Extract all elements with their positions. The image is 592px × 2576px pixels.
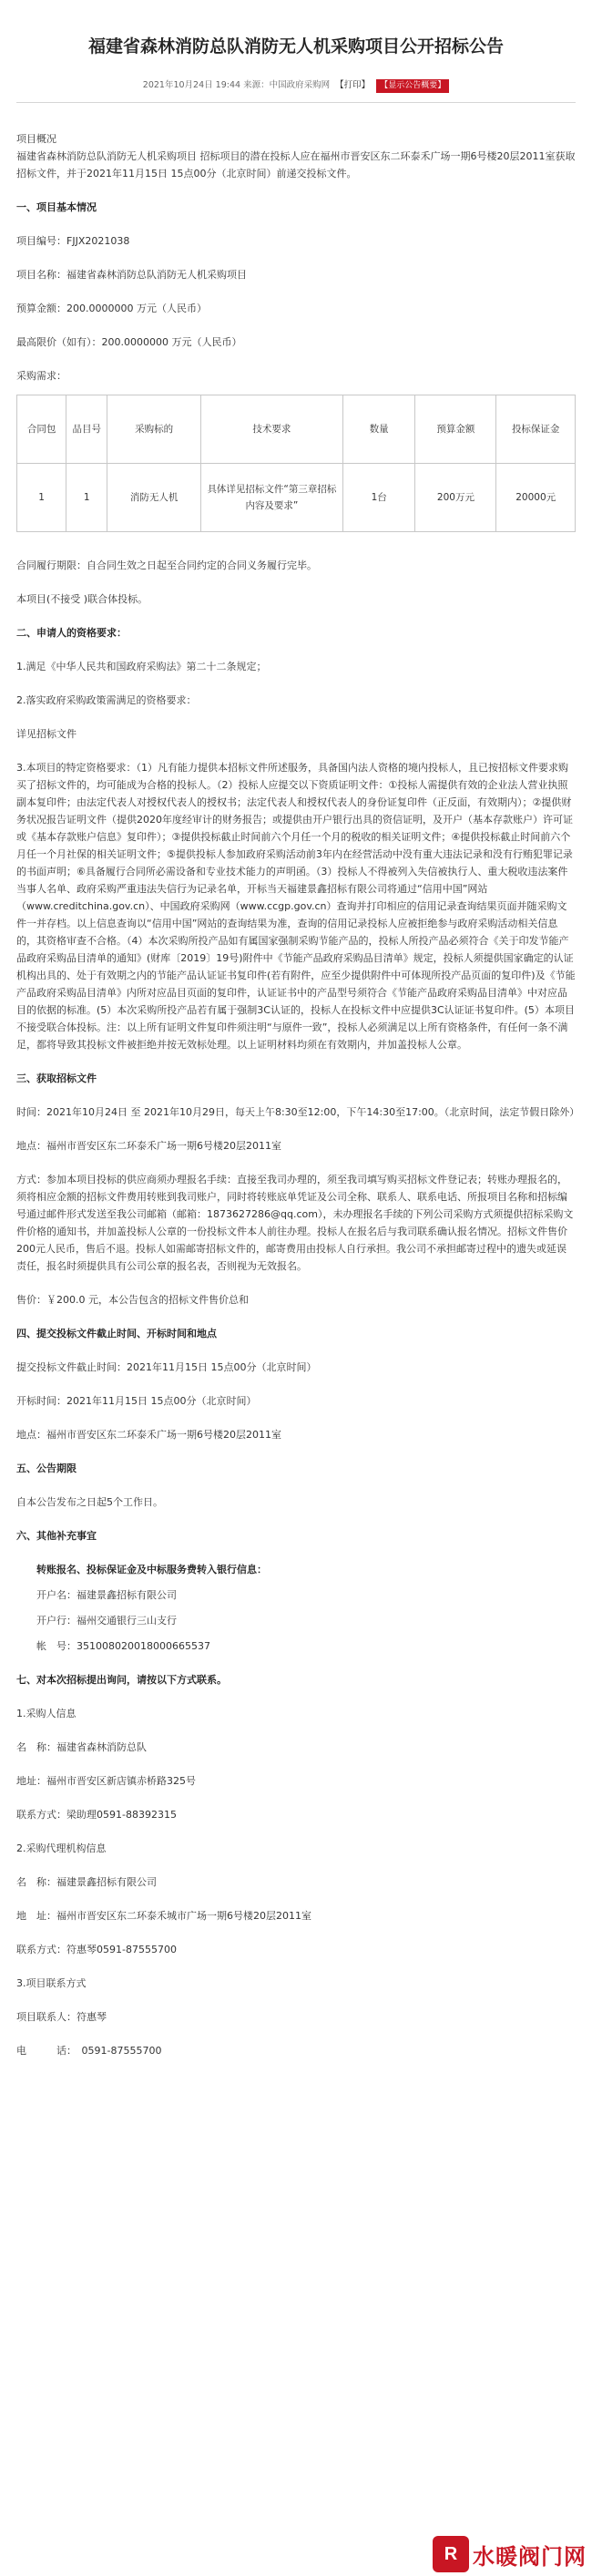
table-header-cell: 数量 bbox=[342, 395, 415, 464]
qualification-1: 1.满足《中华人民共和国政府采购法》第二十二条规定； bbox=[16, 661, 267, 672]
account-name: 开户名：福建景鑫招标有限公司 bbox=[36, 1589, 177, 1601]
table-cell: 20000元 bbox=[496, 464, 576, 532]
project-number: 项目编号：FJJX2021038 bbox=[16, 235, 130, 247]
overview-text: 福建省森林消防总队消防无人机采购项目 招标项目的潜在投标人应在福州市晋安区东二环泰禾广场一期6号楼20层2011室获取招标文件，并于2021年11月15日 15点00分（北京时间）前递交投标文件。 bbox=[16, 150, 576, 180]
max-price: 最高限价（如有）：200.0000000 万元（人民币） bbox=[16, 336, 242, 348]
section-6-heading: 六、其他补充事宜 bbox=[16, 1530, 97, 1542]
account-number: 帐 号：351008020018000665537 bbox=[36, 1640, 210, 1652]
table-cell: 1 bbox=[17, 464, 66, 532]
obtain-method: 方式：参加本项目投标的供应商须办理报名手续：直接至我司办理的，须至我司填写购买招标文件登记表；转账办理报名的，须将相应金额的招标文件费用转账到我司账户，同时将转账底单凭证及公司全称、联系人、联系电话、所报项目名称和招标编号通过邮件形式发送至我公司邮箱（邮箱：1873627286@qq.com），未办理报名手续的下列公司采购方式须提供招标采购文件价格的通知书，并加盖投标人公章的一份投标文件本人前往办理。投标人在报名后与我司联系确认报名情况。招标文件售价200元人民币，售后不退。投标人如需邮寄招标文件的，邮寄费用由投标人自行承担。我公司不承担邮寄过程中的遗失或延误责任，报名时须提供具有公司公章的报名表，否则视为无效报名。 bbox=[16, 1174, 574, 1272]
agency-address: 地 址：福州市晋安区东二环泰禾城市广场一期6号楼20层2011室 bbox=[16, 1910, 311, 1922]
requirements-table bbox=[16, 395, 576, 532]
meta-line bbox=[16, 77, 576, 93]
obtain-place: 地点：福州市晋安区东二环泰禾广场一期6号楼20层2011室 bbox=[16, 1140, 281, 1152]
table-cell: 1台 bbox=[342, 464, 415, 532]
site-watermark bbox=[433, 2536, 587, 2572]
section-4-heading: 四、提交投标文件截止时间、开标时间和地点 bbox=[16, 1328, 217, 1339]
document-price: 售价：￥200.0 元，本公告包含的招标文件售价总和 bbox=[16, 1294, 249, 1306]
title-divider bbox=[16, 102, 576, 103]
section-5-heading: 五、公告期限 bbox=[16, 1462, 77, 1474]
agency-name: 名 称：福建景鑫招标有限公司 bbox=[16, 1876, 157, 1888]
table-header-cell: 预算金额 bbox=[415, 395, 496, 464]
site-logo-text: 水暖阀门网 bbox=[473, 2543, 587, 2570]
contract-period: 合同履行期限：自合同生效之日起至合同约定的合同义务履行完毕。 bbox=[16, 559, 317, 571]
obtain-time: 时间：2021年10月24日 至 2021年10月29日，每天上午8:30至12:00，下午14:30至17:00。（北京时间，法定节假日除外） bbox=[16, 1106, 580, 1118]
table-row bbox=[17, 464, 576, 532]
site-logo-icon: R bbox=[433, 2536, 469, 2572]
bank-name: 开户行：福州交通银行三山支行 bbox=[36, 1615, 177, 1627]
project-name: 项目名称：福建省森林消防总队消防无人机采购项目 bbox=[16, 269, 247, 281]
publish-date: 2021年10月24日 19:44 bbox=[142, 80, 241, 90]
opening-place: 地点：福州市晋安区东二环泰禾广场一期6号楼20层2011室 bbox=[16, 1429, 281, 1441]
table-cell: 消防无人机 bbox=[107, 464, 201, 532]
qualification-3: 3.本项目的特定资格要求：（1）凡有能力提供本招标文件所述服务，具备国内法人资格的境内投标人，且已按招标文件要求购买了招标文件的，均可能成为合格的投标人。（2）投标人应提交以下资质证明文件：①投标人需提供有效的企业法人营业执照副本复印件；由法定代表人对授权代表人的授权书；法定代表人和授权代表人的身份证复印件（正反面，有效期内）；②提供财务状况报告证明文件（提供2020年度经审计的财务报告；或提供由开户银行出具的资信证明，及开户（基本存款账户）许可证或《基本存款账户信息》复印件）；③提供投标截止时间前六个月任一个月的税收的相关证明文件；④提供投标截止时间前六个月任一个月社保的相关证明文件；⑤提供投标人参加政府采购活动前3年内在经营活动中没有重大违法记录和没有行贿犯罪记录的书面声明；⑥具备履行合同所必需设备和专业技术能力的声明函。（3）投标人不得被列入失信被执行人、重大税收违法案件当事人名单、政府采购严重违法失信行为记录名单，开标当天福建景鑫招标有限公司将通过“信用中国”网站（www.creditchina.gov.cn）、中国政府采购网（www.ccgp.gov.cn）查询并打印相应的信用记录查询结果页面并随采购文件一并存档。以上信息查询以“信用中国”网站的查询结果为准，查询的信用记录投标人应被拒绝参与政府采购活动相关信息的，其资格审查不合格。（4）本次采购所投产品如有属国家强制采购节能产品的，投标人所投产品必须符合《关于印发节能产品政府采购品目清单的通知》(财库〔2019〕19号)附件中《节能产品政府采购品目清单》规定，投标人须提供国家确定的认证机构出具的、处于有效期之内的节能产品认证证书复印件(若有附件，应至少提供附件中可体现所投产品页面的复印件)及《节能产品政府采购品目清单》内所对应品目页面的复印件，认证证书中的产品型号须符合《节能产品政府采购品目清单》中对应品目的依据的标准。(5）本次采购所投产品若有属于强制3C认证的，投标人在投标文件中应提供3C认证证书复印件。(5）本项目不接受联合体投标。注：以上所有证明文件复印件须注明“与原件一致”，投标人必须满足以上所有资格条件，有任何一条不满足，都将导致其投标文件被拒绝并按无效标处理。以上证明材料均须在有效期内，并加盖投标人公章。 bbox=[16, 762, 576, 1051]
bank-info-heading: 转账报名、投标保证金及中标服务费转入银行信息： bbox=[36, 1564, 267, 1575]
project-contact-phone: 电 话： 0591-87555700 bbox=[16, 2045, 162, 2057]
section-3-heading: 三、获取招标文件 bbox=[16, 1072, 97, 1084]
buyer-name: 名 称：福建省森林消防总队 bbox=[16, 1741, 147, 1753]
consortium-note: 本项目(不接受 )联合体投标。 bbox=[16, 593, 148, 605]
agency-contact: 联系方式：符惠琴0591-87555700 bbox=[16, 1944, 177, 1955]
opening-time: 开标时间：2021年11月15日 15点00分（北京时间） bbox=[16, 1395, 257, 1407]
overview-label: 项目概况 bbox=[16, 133, 56, 145]
notice-period: 自本公告发布之日起5个工作日。 bbox=[16, 1496, 163, 1508]
buyer-label: 1.采购人信息 bbox=[16, 1708, 77, 1719]
table-header-cell: 投标保证金 bbox=[496, 395, 576, 464]
section-7-heading: 七、对本次招标提出询问，请按以下方式联系。 bbox=[16, 1674, 227, 1686]
print-link[interactable]: 【打印】 bbox=[335, 80, 371, 90]
requirements-label: 采购需求： bbox=[16, 370, 66, 382]
show-summary-button[interactable]: 【显示公告概要】 bbox=[376, 79, 449, 93]
table-header-row bbox=[17, 395, 576, 464]
section-1-heading: 一、项目基本情况 bbox=[16, 201, 97, 213]
buyer-contact: 联系方式：梁助理0591-88392315 bbox=[16, 1809, 177, 1821]
section-2-heading: 二、申请人的资格要求： bbox=[16, 627, 127, 639]
table-cell: 200万元 bbox=[415, 464, 496, 532]
table-header-cell: 采购标的 bbox=[107, 395, 201, 464]
project-contact-label: 3.项目联系方式 bbox=[16, 1977, 87, 1989]
project-contact-name: 项目联系人：符惠琴 bbox=[16, 2011, 107, 2023]
page-title: 福建省森林消防总队消防无人机采购项目公开招标公告 bbox=[87, 36, 504, 56]
agency-label: 2.采购代理机构信息 bbox=[16, 1842, 107, 1854]
qualification-2: 2.落实政府采购政策需满足的资格要求： bbox=[16, 694, 197, 706]
table-header-cell: 品目号 bbox=[66, 395, 107, 464]
submit-deadline: 提交投标文件截止时间：2021年11月15日 15点00分（北京时间） bbox=[16, 1361, 317, 1373]
budget-amount: 预算金额：200.0000000 万元（人民币） bbox=[16, 303, 207, 314]
qualification-2-detail: 详见招标文件 bbox=[16, 728, 77, 740]
buyer-address: 地址：福州市晋安区新店镇赤桥路325号 bbox=[16, 1775, 196, 1787]
source-label: 来源：中国政府采购网 bbox=[243, 80, 331, 90]
table-header-cell: 合同包 bbox=[17, 395, 66, 464]
table-cell: 1 bbox=[66, 464, 107, 532]
table-header-cell: 技术要求 bbox=[201, 395, 343, 464]
table-cell: 具体详见招标文件“第三章招标内容及要求” bbox=[201, 464, 343, 532]
